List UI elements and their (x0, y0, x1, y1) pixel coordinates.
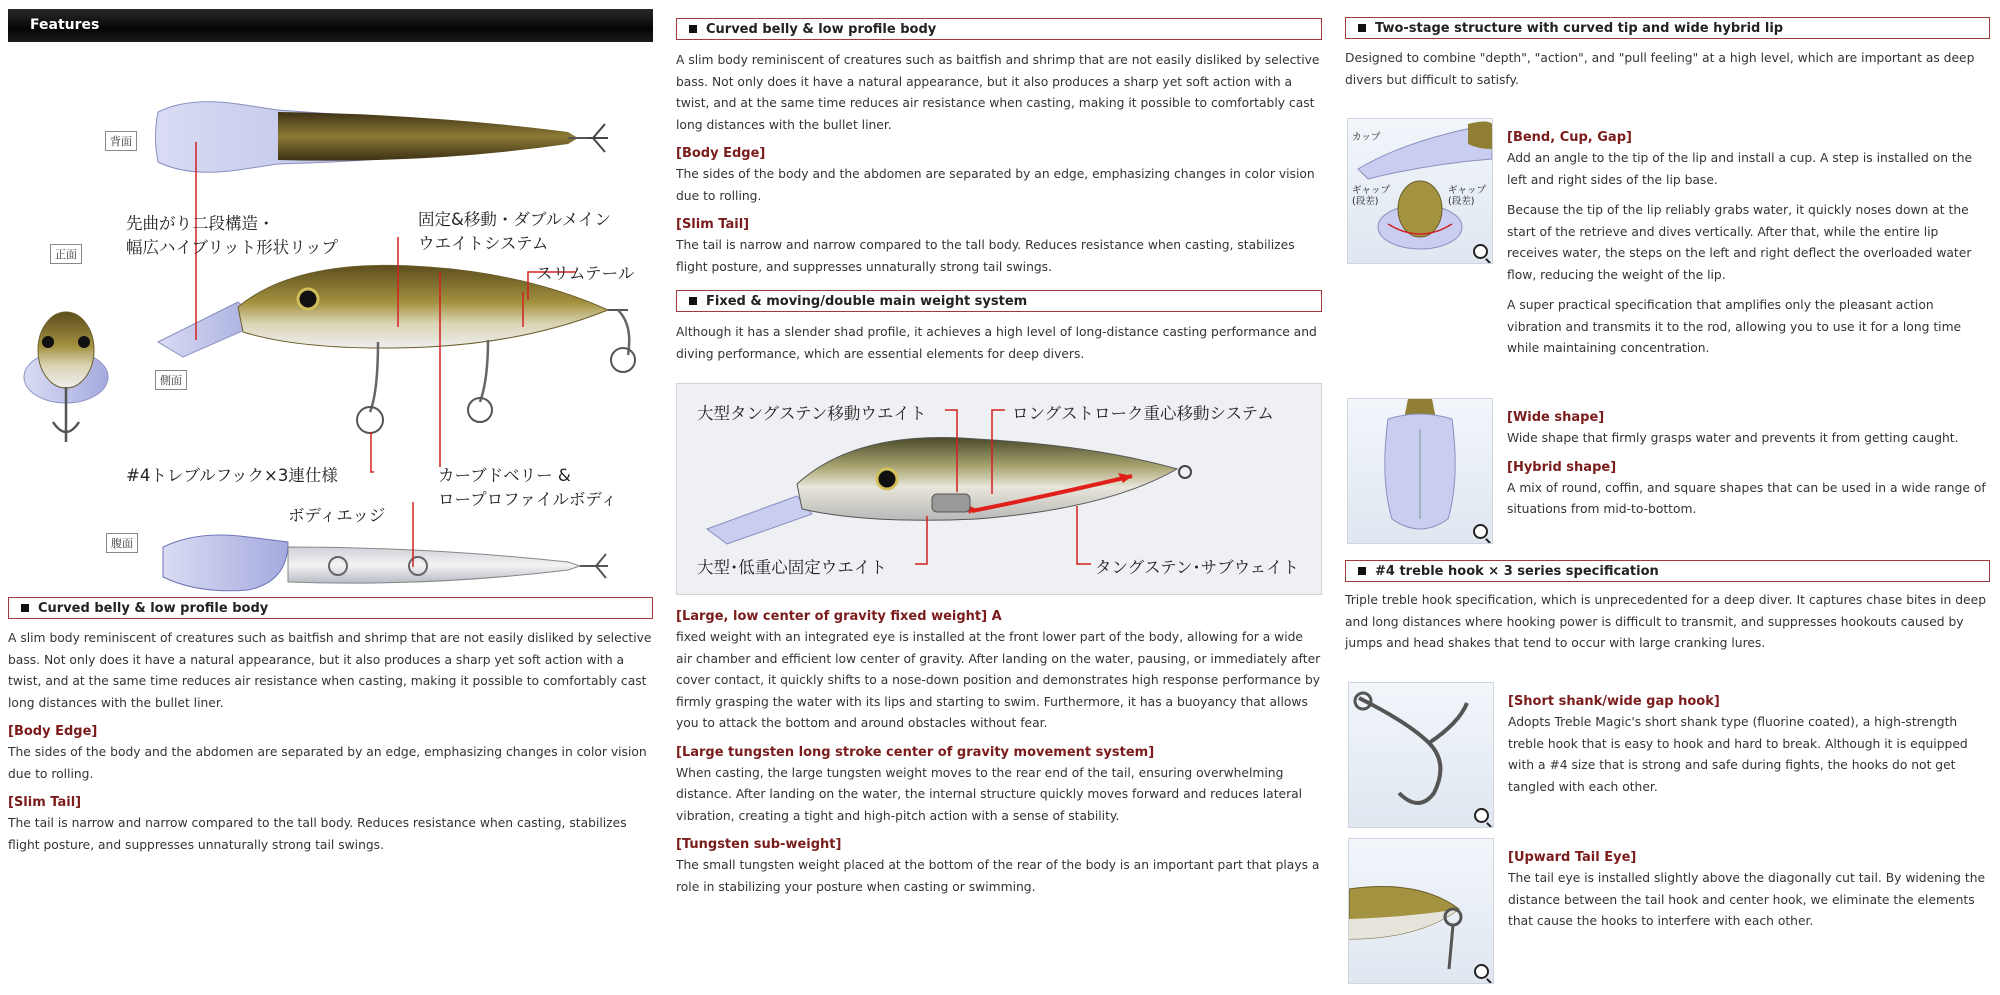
bottom-view-lure (163, 535, 608, 591)
slim-tail-title-2: [Slim Tail] (676, 217, 750, 232)
short-shank-block (1508, 692, 1990, 798)
tungsten-system-text: When casting, the large tungsten weight moves to the rear end of the tail, ensuring overwhelming distance. After landing on the water, the internal structure quickly moves forward and reduces lateral vibration, creating a tight and high-pitch action with a sense of stability. (676, 765, 1303, 823)
thumb-cup-label: カップ (1352, 132, 1381, 143)
side-view-lure (158, 265, 635, 433)
body-edge-text-2: The sides of the body and the abdomen are separated by an edge, emphasizing changes in color vision due to rolling. (676, 167, 1315, 203)
section-heading-treble-hook (1345, 560, 1990, 582)
hook-intro: Triple treble hook specification, which is unprecedented for a deep diver. It captures chase bites in deep and long distances where hooking power is difficult to transmit, and suppresses hookouts caused by jumps and head shakes that tend to occur with large cranking lures. (1345, 593, 1986, 650)
lip-shape-thumbnail[interactable] (1347, 398, 1493, 544)
view-label-front: 正面 (50, 244, 82, 264)
slim-tail-title: [Slim Tail] (8, 795, 82, 810)
curved-belly-intro: A slim body reminiscent of creatures such as baitfish and shrimp that are not easily disliked by selective bass. Not only does it have a natural appearance, but it also produces a sharp yet soft action with a twist, and at the same time reduces air resistance when casting, making it possible to comfortably cast long distances with the bullet liner. (8, 631, 652, 710)
diagram-label-long-stroke: ロングストローク重心移動システム (1012, 404, 1274, 423)
lip-shape-block (1507, 408, 1990, 521)
label-weight-line2: ウエイトシステム (418, 234, 549, 253)
tail-eye-illustration (1349, 839, 1493, 983)
label-lip-line1: 先曲がり二段構造・ (126, 214, 275, 233)
weight-intro: Although it has a slender shad profile, it achieves a high level of long-distance casting performance and diving performance, which are essential elements for deep divers. (676, 325, 1317, 361)
label-belly-line2: ロープロファイルボディ (438, 490, 618, 509)
slim-tail-text-2: The tail is narrow and narrow compared to the tall body. Reduces resistance when casting, stabilizes flight posture, and suppresses unnaturally strong tail swings. (676, 238, 1295, 274)
sub-weight-text: The small tungsten weight placed at the bottom of the rear of the body is an important part that plays a role in stabilizing your posture when casting or swimming. (676, 858, 1320, 894)
tungsten-system-title: [Large tungsten long stroke center of gravity movement system] (676, 744, 1155, 760)
slim-tail-text: The tail is narrow and narrow compared to the tall body. Reduces resistance when casting, stabilizes flight posture, and suppresses unnaturally strong tail swings. (8, 816, 627, 852)
view-label-top: 背面 (105, 131, 137, 151)
lure-feature-figure (8, 42, 653, 597)
fixed-weight-title: [Large, low center of gravity fixed weight] A (676, 609, 1002, 624)
gap-left-sub: (段差) (1352, 196, 1379, 207)
view-label-side: 側面 (155, 370, 187, 390)
zoom-icon[interactable] (1473, 244, 1488, 259)
wide-shape-title: [Wide shape] (1507, 410, 1605, 425)
diagram-label-sub-weight: タングステン･サブウェイト (1095, 558, 1299, 577)
tail-eye-block (1508, 848, 1990, 933)
zoom-icon[interactable] (1474, 808, 1489, 823)
front-view-lure (24, 312, 108, 442)
short-shank-title: [Short shank/wide gap hook] (1508, 694, 1720, 709)
diagram-label-fixed-weight: 大型･低重心固定ウエイト (697, 558, 887, 577)
label-belly-line1: カーブドベリー & (438, 466, 571, 485)
label-belly (438, 462, 617, 510)
label-tail: スリムテール (536, 264, 635, 283)
label-edge: ボディエッジ (288, 506, 386, 525)
label-weight-line1: 固定&移動・ダブルメイン (418, 210, 611, 229)
section-heading-two-stage-lip (1345, 17, 1990, 39)
zoom-icon[interactable] (1474, 964, 1489, 979)
hook-thumbnail[interactable] (1348, 682, 1494, 828)
section-heading-curved-belly-2 (676, 18, 1322, 40)
gap-left-text: ギャップ (1352, 185, 1391, 196)
hook-illustration (1349, 683, 1493, 827)
body-edge-title: [Body Edge] (8, 724, 98, 739)
heading-text: Curved belly & low profile body (706, 22, 937, 37)
tail-eye-thumbnail[interactable] (1348, 838, 1494, 984)
sub-weight-title: [Tungsten sub-weight] (676, 837, 842, 852)
bend-cup-gap-block (1507, 128, 1990, 360)
short-shank-text: Adopts Treble Magic's short shank type (fluorine coated), a high-strength treble hook that is easy to hook and hard to break. Although it is equipped with a #4 size that is strong and safe during fights, the hooks do not get tangled with each other. (1508, 715, 1968, 794)
heading-text: Two-stage structure with curved tip and wide hybrid lip (1375, 21, 1784, 36)
section-heading-weight-system (676, 290, 1322, 312)
lip-hook-column (1345, 0, 1990, 928)
tail-eye-text: The tail eye is installed slightly above the diagonally cut tail. By widening the distance between the tail hook and center hook, we eliminate the elements that cause the hooks to interfere with each other. (1508, 871, 1986, 928)
heading-text: Curved belly & low profile body (38, 601, 269, 616)
top-view-lure (156, 102, 609, 172)
body-edge-text: The sides of the body and the abdomen are separated by an edge, emphasizing changes in color vision due to rolling. (8, 745, 647, 781)
lip-shape-illustration (1348, 399, 1492, 543)
lip-intro: Designed to combine "depth", "action", and "pull feeling" at a high level, which are important as deep divers but difficult to satisfy. (1345, 51, 1975, 87)
body-edge-title-2: [Body Edge] (676, 146, 766, 161)
bend-text-2: Because the tip of the lip reliably grabs water, it quickly noses down at the start of the retrieve and dives vertically. After that, while the entire lip receives water, the steps on the left and right deflect the overloaded water flow, reducing the weight of the lip. (1507, 203, 1972, 282)
bend-cup-gap-title: [Bend, Cup, Gap] (1507, 130, 1632, 145)
tail-eye-title: [Upward Tail Eye] (1508, 850, 1637, 865)
label-lip-line2: 幅広ハイブリット形状リップ (126, 238, 339, 257)
diagram-label-moving-weight: 大型タングステン移動ウエイト (697, 404, 927, 423)
weight-diagram (676, 383, 1322, 595)
view-label-bottom: 腹面 (106, 533, 138, 553)
label-lip (126, 210, 338, 258)
hybrid-shape-text: A mix of round, coffin, and square shapes that can be used in a wide range of situations from mid-to-bottom. (1507, 480, 1986, 516)
zoom-icon[interactable] (1473, 524, 1488, 539)
gap-right-text: ギャップ (1448, 185, 1487, 196)
heading-text: #4 treble hook × 3 series specification (1375, 564, 1659, 579)
fixed-weight-text: fixed weight with an integrated eye is installed at the front lower part of the body, allowing for a wide air chamber and efficient low center of gravity. After landing on the water, pausing, or immediately after cover contact, it quickly shifts to a nose-down position and demonstrates high response performance by firmly grasping the water with its lips and starting to swim. Furthermore, it has a buoyancy that allows you to attack the bottom and around obstacles without fear. (676, 630, 1321, 730)
bend-text-1: Add an angle to the tip of the lip and install a cup. A step is installed on the left and right sides of the lip base. (1507, 151, 1973, 187)
hybrid-shape-title: [Hybrid shape] (1507, 459, 1617, 475)
curved-belly-intro-2: A slim body reminiscent of creatures such as baitfish and shrimp that are not easily disliked by selective bass. Not only does it have a natural appearance, but it also produces a sharp yet soft action with a twist, and at the same time reduces air resistance when casting, making it possible to comfortably cast long distances with the bullet liner. (676, 53, 1320, 132)
wide-shape-text: Wide shape that firmly grasps water and prevents it from getting caught. (1507, 431, 1959, 445)
thumb-gap-left (1352, 185, 1390, 207)
label-hook: #4トレブルフック×3連仕様 (126, 466, 338, 485)
features-column (8, 0, 653, 856)
heading-text: Fixed & moving/double main weight system (706, 294, 1028, 309)
gap-right-sub: (段差) (1448, 196, 1475, 207)
features-title-bar (8, 9, 653, 42)
bend-text-3: A super practical specification that amplifies only the pleasant action vibration and transmits it to the rod, allowing you to use it for a long time while maintaining concentration. (1507, 298, 1962, 355)
features-title: Features (30, 17, 100, 33)
thumb-gap-right (1448, 185, 1486, 207)
lip-detail-thumbnail[interactable] (1347, 118, 1493, 264)
section-heading-curved-belly (8, 597, 653, 619)
label-weight (418, 206, 611, 254)
weight-column (676, 0, 1322, 898)
